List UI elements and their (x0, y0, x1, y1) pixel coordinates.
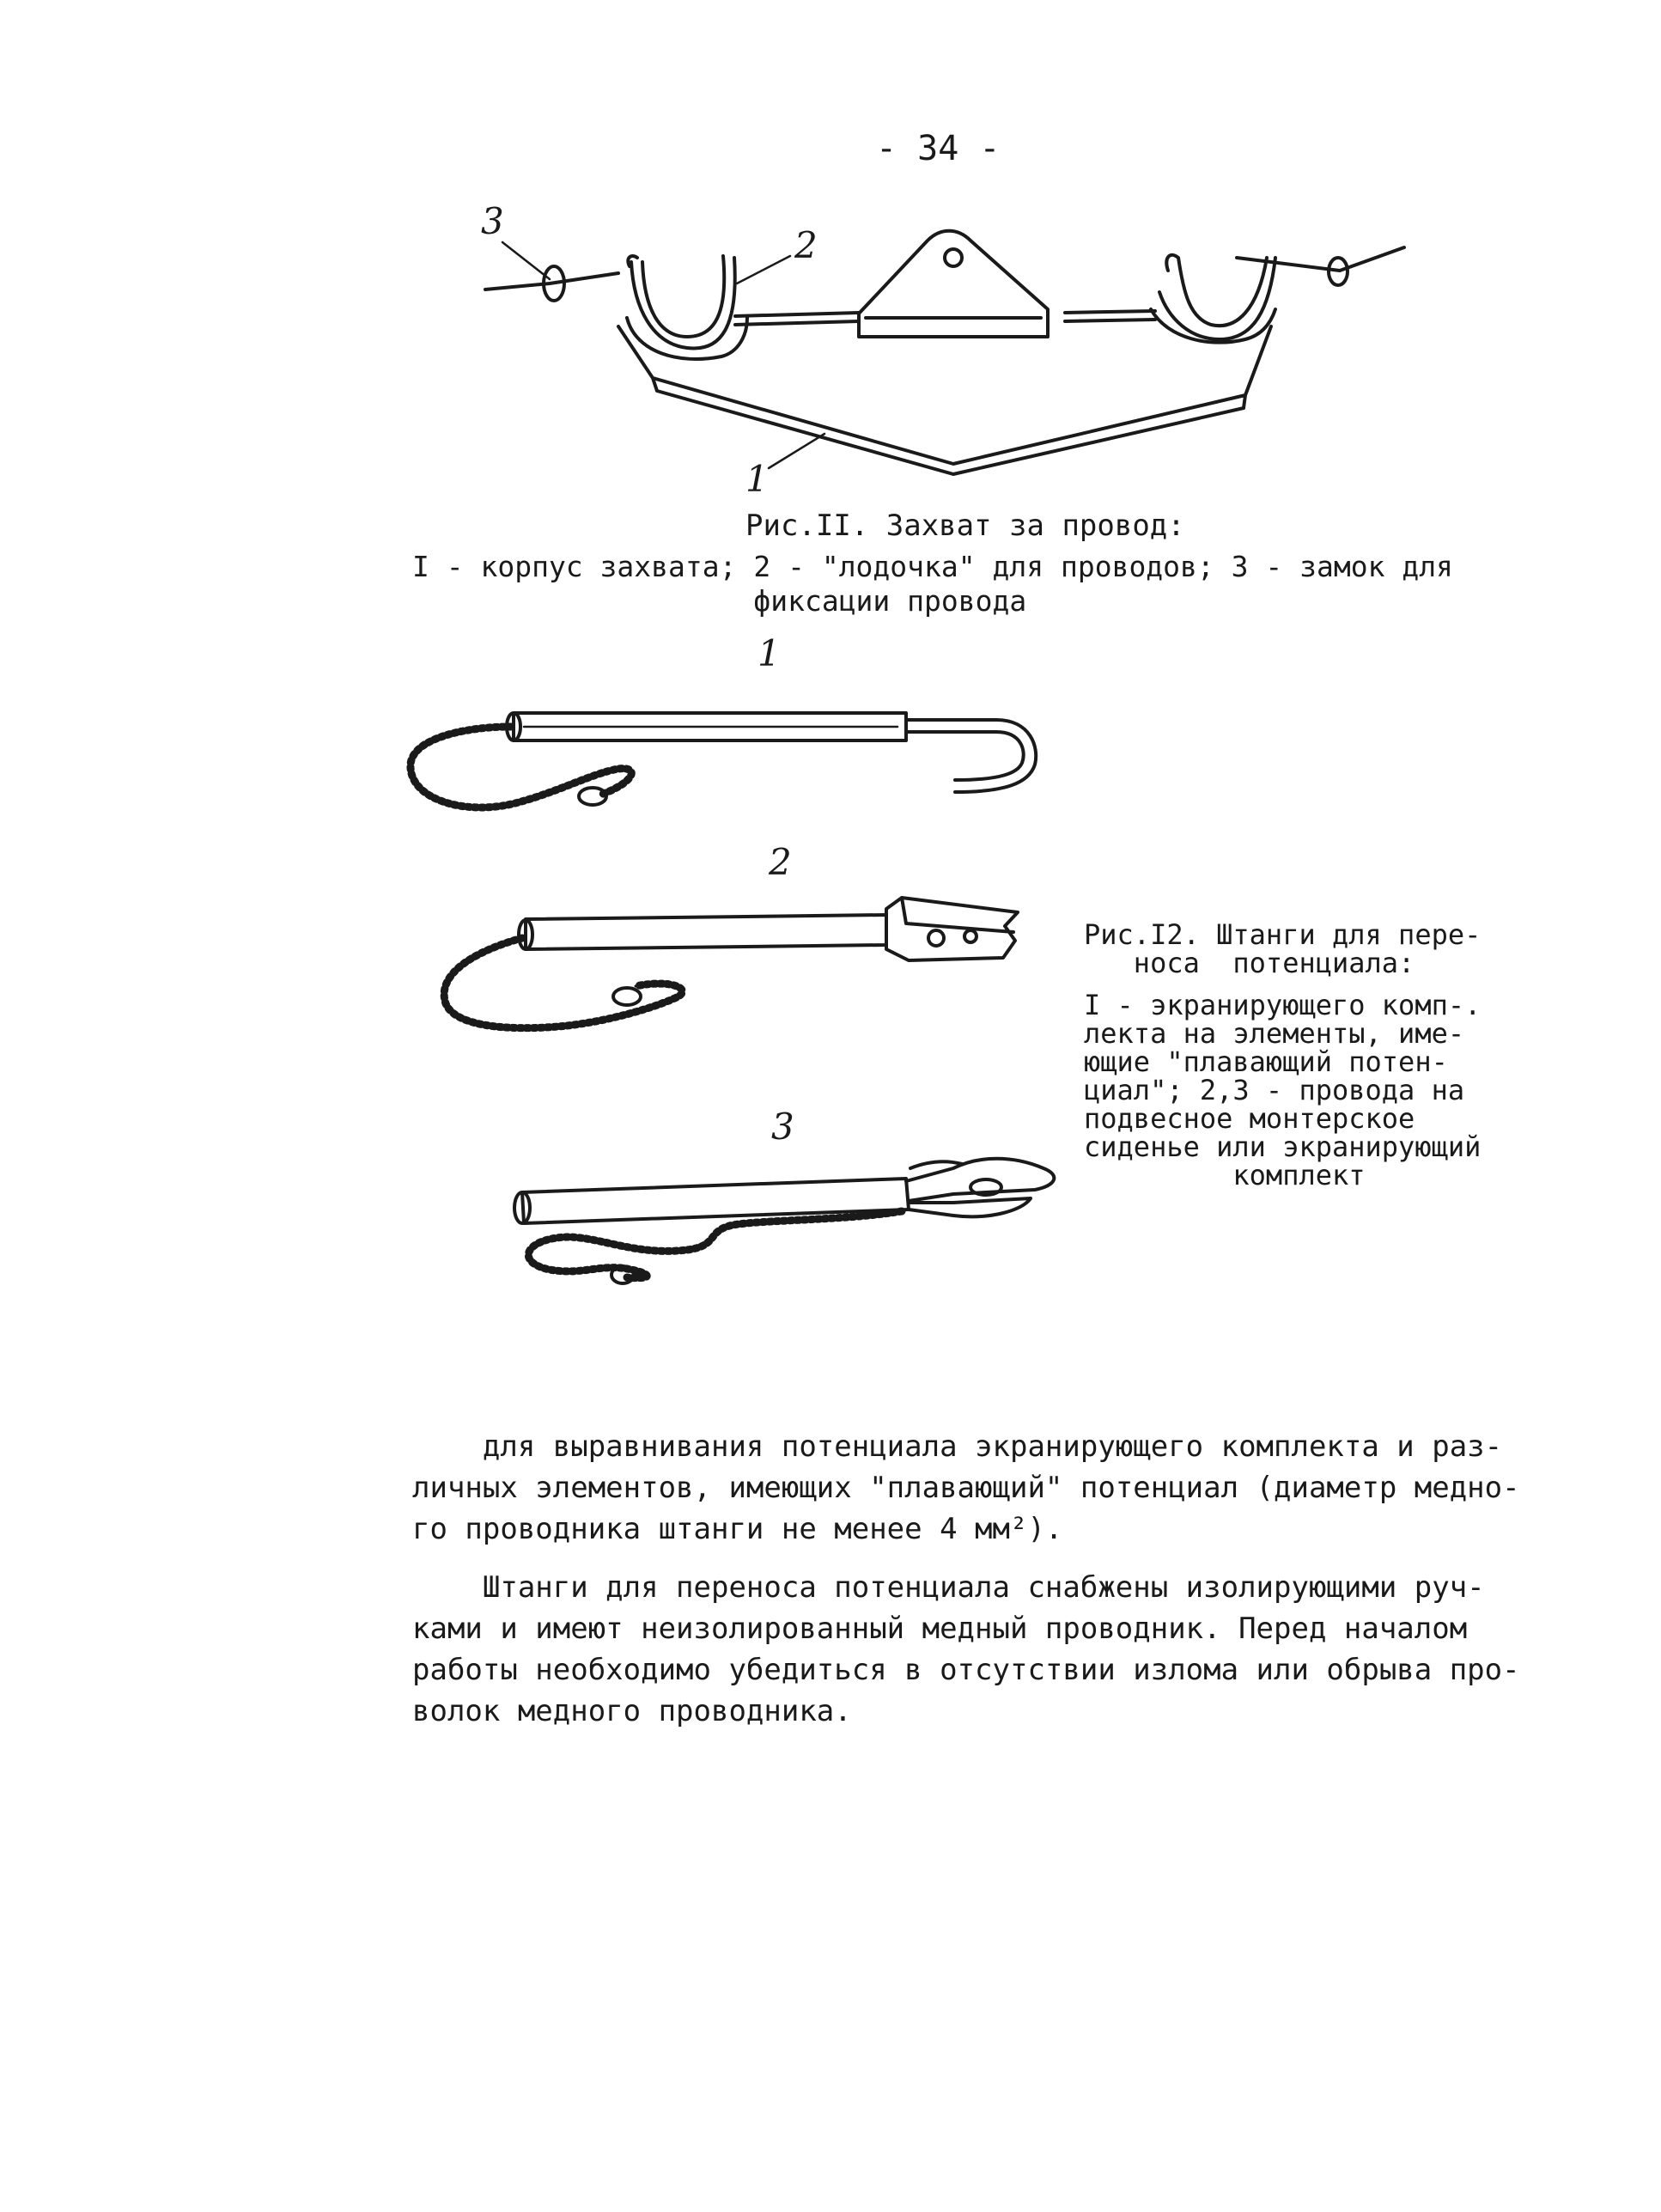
rod2-rope (444, 938, 682, 1028)
figure-12-rod-3 (514, 1106, 1054, 1283)
fig11-body (618, 326, 1271, 474)
paragraph-line: для выравнивания потенциала экранирующего комплекта и раз- (412, 1429, 1503, 1464)
fig11-leader-1 (769, 434, 824, 468)
figure-12-rod-1 (411, 632, 1036, 807)
figure-12-caption-line: лекта на элементы, име- (1084, 1017, 1465, 1050)
fig11-center-hole (945, 249, 962, 266)
paragraph-line: работы необходимо убедиться в отсутствии излома или обрыва про- (412, 1653, 1520, 1687)
figure-12-caption-subtitle: носа потенциала: (1084, 947, 1415, 979)
fig11-label-2: 2 (794, 224, 818, 266)
fig11-center-plate (859, 231, 1048, 337)
fig11-label-1: 1 (745, 458, 769, 500)
paragraph-1 (412, 1426, 1520, 1550)
paragraph-line: Штанги для переноса потенциала снабжены изолирующими руч- (412, 1570, 1485, 1605)
figure-12-caption-line: I - экранирующего комп-. (1084, 989, 1482, 1021)
fig11-wire-right (1237, 247, 1404, 271)
paragraph-2 (412, 1567, 1520, 1732)
body-text (412, 1426, 1520, 1749)
rod2-tube (526, 915, 886, 949)
paragraph-line: го проводника штанги не менее 4 мм²). (412, 1512, 1063, 1546)
fig11-leader-2 (737, 256, 790, 283)
figure-11-caption-line: фиксации провода (412, 584, 1027, 618)
figure-11-caption-title: Рис.II. Захват за провод: (745, 509, 1185, 543)
paragraph-line: волок медного проводника. (412, 1694, 852, 1728)
figure-12-caption-line: комплект (1084, 1159, 1366, 1191)
rod2-rope-eye (613, 988, 641, 1005)
fig11-label-3: 3 (481, 200, 504, 242)
rod3-clamp (906, 1159, 1054, 1217)
fig12-label-2: 2 (769, 841, 792, 883)
figure-11-caption-line: I - корпус захвата; 2 - "лодочка" для проводов; 3 - замок для (412, 550, 1453, 583)
rod2-clamp-hole-2 (964, 930, 977, 942)
figure-12-caption (1084, 918, 1496, 1191)
paragraph-line: ками и имеют неизолированный медный проводник. Перед началом (412, 1612, 1468, 1646)
figure-12-caption-line: ющие "плавающий потен- (1084, 1045, 1448, 1078)
figure-12-caption-line: сиденье или экранирующий (1084, 1130, 1482, 1163)
fig11-wire-left (485, 273, 618, 289)
figure-12-caption-line: подвесное монтерское (1084, 1102, 1415, 1135)
figure-12-caption-line: циал"; 2,3 - провода на (1084, 1074, 1465, 1106)
figure-12-caption-title: Рис.I2. Штанги для пере- (1084, 918, 1482, 951)
rod1-hook-inner (906, 732, 1024, 780)
rod2-clamp-hole (928, 930, 944, 946)
page-number: - 34 - (876, 129, 1001, 168)
fig12-label-3: 3 (771, 1106, 794, 1148)
rod2-clamp (886, 898, 1018, 960)
paragraph-line: личных элементов, имеющих "плавающий" потенциал (диаметр медно- (412, 1471, 1520, 1505)
fig11-boat-left (627, 256, 747, 359)
fig11-leader-3 (502, 242, 550, 279)
fig11-boat-right (1151, 255, 1275, 343)
figure-11-wire-grip (481, 200, 1404, 500)
figure-11-caption (412, 550, 1453, 619)
fig12-label-1: 1 (757, 632, 781, 674)
figure-12-rod-2 (444, 841, 1018, 1028)
